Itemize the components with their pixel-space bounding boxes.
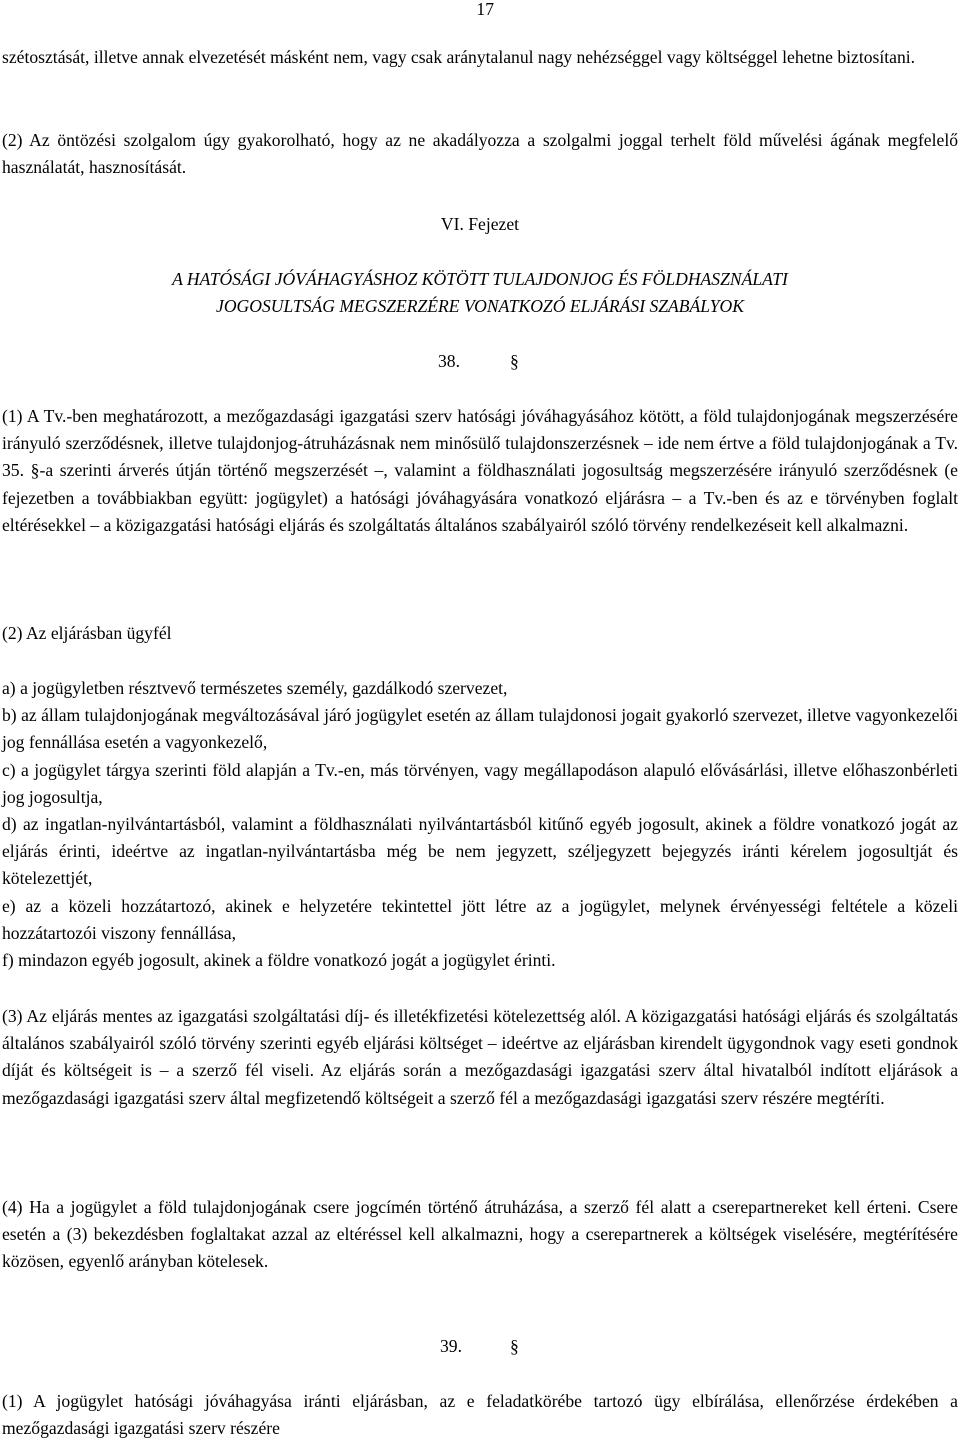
section-39-number: 39. — [440, 1336, 462, 1356]
chapter-title-line-2: JOGOSULTSÁG MEGSZERZÉRE VONATKOZÓ ELJÁRÁSI SZABÁLYOK — [216, 296, 744, 316]
section-39-paragraph-1: (1) A jogügylet hatósági jóváhagyása iránti eljárásban, az e feladatkörébe tartozó ügy elbírálása, ellenőrzése érdekében a mezőgazdasági igazgatási szerv részére — [2, 1391, 958, 1439]
list-item-f: f) mindazon egyéb jogosult, akinek a földre vonatkozó jogát a jogügylet érinti. — [2, 950, 556, 971]
intro-continuation: szétosztását, illetve annak elvezetését másként nem, vagy csak aránytalanul nagy nehézséggel vagy költséggel lehetne biztosítani. — [2, 47, 916, 67]
chapter-heading: VI. Fejezet — [440, 214, 520, 234]
section-38-paragraph-4: (4) Ha a jogügylet a föld tulajdonjogának csere jogcímén történő átruházása, a szerző fél alatt a cserepartnereket kell érteni. Csere esetén a (3) bekezdésben foglaltakat azzal az eltéréssel kell alkalmazni, hogy a cserepartnerek a költségek viselésére, megtérítésére közösen, egyenlő arányban kötelesek. — [2, 1197, 958, 1272]
list-item-a: a) a jogügyletben résztvevő természetes személy, gazdálkodó szervezet, — [2, 678, 508, 698]
list-item-d: d) az ingatlan-nyilvántartásból, valamint a földhasználati nyilvántartásból kitűnő egyéb jogosult, akinek a földre vonatkozó jogát az eljárás érinti, ideértve az ingatlan-nyilvántartásba még be nem jegyzett, széljegyzett bejegyzés iránti kérelem jogosultját és kötelezettjét, — [2, 814, 958, 889]
list-item-b: b) az állam tulajdonjogának megváltozásával járó jogügylet esetén az állam tulajdonosi jogait gyakorló szervezet, illetve vagyonkezelői jog fennállása esetén a vagyonkezelő, — [2, 705, 958, 753]
chapter-title-line-1: A HATÓSÁGI JÓVÁHAGYÁSHOZ KÖTÖTT TULAJDONJOG ÉS FÖLDHASZNÁLATI — [172, 269, 788, 289]
section-38-number: 38. — [438, 351, 460, 371]
section-38-paragraph-3: (3) Az eljárás mentes az igazgatási szolgáltatási díj- és illetékfizetési kötelezettség alól. A közigazgatási hatósági eljárás és szolgáltatás általános szabályairól szóló törvény szerinti egyéb eljárási költséget – ideértve az eljárásban kirendelt ügygondnok vagy eseti gondnok díját és költségeit is – a szerző fél viseli. Az eljárás során a mezőgazdasági igazgatási szerv által hivatalból indított eljárások a mezőgazdasági igazgatási szerv által megfizetendő költségeit a szerző fél a mezőgazdasági igazgatási szerv részére megtéríti. — [2, 1006, 958, 1108]
section-38-paragraph-2-lead: (2) Az eljárásban ügyfél — [2, 623, 172, 643]
list-item-e: e) az a közeli hozzátartozó, akinek e helyzetére tekintettel jött létre az a jogügylet, melynek érvényességi feltétele a közeli hozzátartozói viszony fennállása, — [2, 895, 958, 943]
section-38-paragraph-1: (1) A Tv.-ben meghatározott, a mezőgazdasági igazgatási szerv hatósági jóváhagyásához kötött, a föld tulajdonjogának megszerzésére irányuló szerződésnek, illetve tulajdonjog-átruházásnak nem minősülő tulajdonszerzésnek – ide nem értve a föld tulajdonjogának a Tv. 35. §-a szerinti árverés útján történő megszerzését –, valamint a földhasználati jogosultság megszerzésére irányuló szerződésnek (e fejezetben a továbbiakban együtt: jogügylet) a hatósági jóváhagyására vonatkozó eljárásra – a Tv.-ben és az e törvényben foglalt eltérésekkel – a közigazgatási hatósági eljárás és szolgáltatás általános szabályairól szóló törvény rendelkezéseit kell alkalmazni. — [2, 406, 958, 535]
intro-paragraph-2: (2) Az öntözési szolgalom úgy gyakorolható, hogy az ne akadályozza a szolgalmi joggal terhelt föld művelési ágának megfelelő használatát, hasznosítását. — [2, 130, 958, 178]
page-number: 17 — [476, 0, 494, 19]
section-38-item-list — [2, 675, 958, 974]
section-39-sign: § — [510, 1336, 519, 1356]
section-38-sign: § — [510, 351, 519, 371]
list-item-c: c) a jogügylet tárgya szerinti föld alapján a Tv.-en, más törvényen, vagy megállapodáson alapuló elővásárlási, illetve előhaszonbérleti jog jogosultja, — [2, 759, 958, 807]
